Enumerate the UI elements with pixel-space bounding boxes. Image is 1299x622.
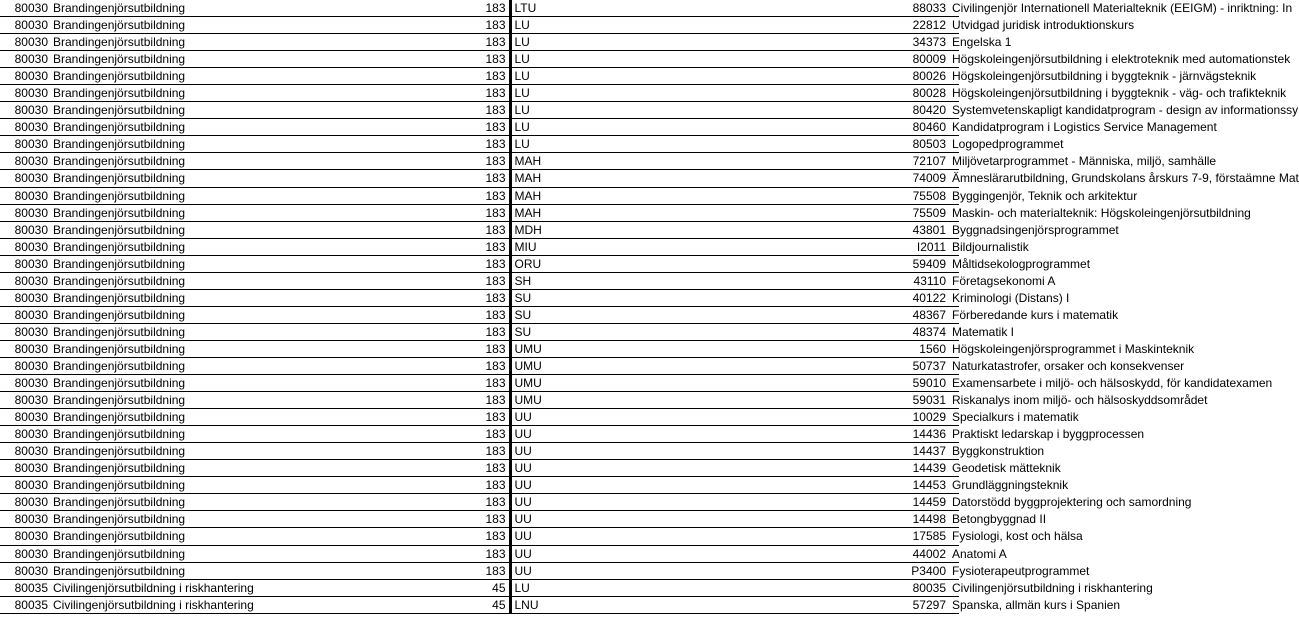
- university-cell: UU: [510, 545, 567, 562]
- course-name-cell: Utvidgad juridisk introduktionskurs: [949, 17, 959, 34]
- program-total-cell: 183: [455, 255, 510, 272]
- university-cell: MIU: [510, 238, 567, 255]
- course-code-cell: 40122: [567, 289, 949, 306]
- table-row: [0, 170, 959, 187]
- course-name-cell: Måltidsekologprogrammet: [949, 255, 959, 272]
- course-code-cell: 14436: [567, 426, 949, 443]
- university-cell: UU: [510, 409, 567, 426]
- course-code-cell: 72107: [567, 153, 949, 170]
- university-cell: SH: [510, 272, 567, 289]
- program-code-cell: 80030: [0, 221, 50, 238]
- program-code-cell: 80030: [0, 119, 50, 136]
- program-name-cell: Brandingenjörsutbildning: [50, 511, 455, 528]
- program-total-cell: 183: [455, 426, 510, 443]
- program-code-cell: 80030: [0, 443, 50, 460]
- program-total-cell: 183: [455, 238, 510, 255]
- program-code-cell: 80030: [0, 204, 50, 221]
- table-row: [0, 204, 959, 221]
- program-total-cell: 183: [455, 102, 510, 119]
- table-row: [0, 187, 959, 204]
- program-code-cell: 80030: [0, 528, 50, 545]
- program-code-cell: 80030: [0, 375, 50, 392]
- course-name-cell: Miljövetarprogrammet - Människa, miljö, samhälle: [949, 153, 959, 170]
- program-total-cell: 183: [455, 306, 510, 323]
- course-name-cell: Fysiologi, kost och hälsa: [949, 528, 959, 545]
- university-cell: UU: [510, 426, 567, 443]
- course-code-cell: 14453: [567, 477, 949, 494]
- table-row: [0, 579, 959, 596]
- course-name-cell: Högskoleingenjörsutbildning i elektroteknik med automationstek: [949, 51, 959, 68]
- course-name-cell: Matematik I: [949, 323, 959, 340]
- university-cell: MAH: [510, 153, 567, 170]
- program-name-cell: Brandingenjörsutbildning: [50, 477, 455, 494]
- program-name-cell: Brandingenjörsutbildning: [50, 255, 455, 272]
- course-code-cell: 75508: [567, 187, 949, 204]
- program-total-cell: 183: [455, 34, 510, 51]
- program-name-cell: Brandingenjörsutbildning: [50, 426, 455, 443]
- program-total-cell: 183: [455, 477, 510, 494]
- program-total-cell: 183: [455, 545, 510, 562]
- course-code-cell: 50737: [567, 357, 949, 374]
- program-code-cell: 80030: [0, 102, 50, 119]
- program-name-cell: Brandingenjörsutbildning: [50, 340, 455, 357]
- program-name-cell: Brandingenjörsutbildning: [50, 460, 455, 477]
- course-code-cell: 80009: [567, 51, 949, 68]
- program-name-cell: Brandingenjörsutbildning: [50, 375, 455, 392]
- program-code-cell: 80030: [0, 323, 50, 340]
- table-row: [0, 34, 959, 51]
- university-cell: UMU: [510, 392, 567, 409]
- table-row: [0, 68, 959, 85]
- course-name-cell: Fysioterapeutprogrammet: [949, 562, 959, 579]
- university-cell: UU: [510, 460, 567, 477]
- program-total-cell: 183: [455, 323, 510, 340]
- program-total-cell: 183: [455, 289, 510, 306]
- course-name-cell: Logopedprogrammet: [949, 136, 959, 153]
- program-name-cell: Civilingenjörsutbildning i riskhantering: [50, 579, 455, 596]
- program-code-cell: 80030: [0, 477, 50, 494]
- course-name-cell: Civilingenjörsutbildning i riskhantering: [949, 579, 959, 596]
- course-code-cell: 59409: [567, 255, 949, 272]
- program-name-cell: Brandingenjörsutbildning: [50, 528, 455, 545]
- program-code-cell: 80030: [0, 306, 50, 323]
- program-code-cell: 80030: [0, 272, 50, 289]
- table-row: [0, 323, 959, 340]
- university-cell: UU: [510, 562, 567, 579]
- university-cell: LU: [510, 136, 567, 153]
- table-row: [0, 153, 959, 170]
- course-name-cell: Engelska 1: [949, 34, 959, 51]
- program-code-cell: 80030: [0, 511, 50, 528]
- program-total-cell: 183: [455, 511, 510, 528]
- program-name-cell: Brandingenjörsutbildning: [50, 136, 455, 153]
- program-name-cell: Brandingenjörsutbildning: [50, 68, 455, 85]
- program-code-cell: 80030: [0, 340, 50, 357]
- course-name-cell: Specialkurs i matematik: [949, 409, 959, 426]
- program-total-cell: 183: [455, 119, 510, 136]
- program-name-cell: Brandingenjörsutbildning: [50, 51, 455, 68]
- table-row: [0, 272, 959, 289]
- university-cell: LU: [510, 17, 567, 34]
- table-row: [0, 255, 959, 272]
- program-name-cell: Brandingenjörsutbildning: [50, 204, 455, 221]
- program-name-cell: Brandingenjörsutbildning: [50, 272, 455, 289]
- course-code-cell: 80026: [567, 68, 949, 85]
- course-code-cell: 80460: [567, 119, 949, 136]
- course-code-cell: 10029: [567, 409, 949, 426]
- program-name-cell: Brandingenjörsutbildning: [50, 357, 455, 374]
- table-row: [0, 119, 959, 136]
- program-total-cell: 183: [455, 204, 510, 221]
- university-cell: SU: [510, 289, 567, 306]
- program-total-cell: 183: [455, 187, 510, 204]
- course-code-cell: I2011: [567, 238, 949, 255]
- course-name-cell: Kriminologi (Distans) I: [949, 289, 959, 306]
- program-code-cell: 80030: [0, 392, 50, 409]
- course-name-cell: Maskin- och materialteknik: Högskoleingenjörsutbildning: [949, 204, 959, 221]
- program-total-cell: 183: [455, 0, 510, 17]
- university-cell: LTU: [510, 0, 567, 17]
- program-code-cell: 80030: [0, 255, 50, 272]
- course-name-cell: Anatomi A: [949, 545, 959, 562]
- program-total-cell: 45: [455, 596, 510, 613]
- program-code-cell: 80030: [0, 289, 50, 306]
- university-cell: LU: [510, 34, 567, 51]
- university-cell: MAH: [510, 204, 567, 221]
- program-name-cell: Brandingenjörsutbildning: [50, 238, 455, 255]
- course-name-cell: Systemvetenskapligt kandidatprogram - design av informationssy: [949, 102, 959, 119]
- course-name-cell: Bildjournalistik: [949, 238, 959, 255]
- table-row: [0, 443, 959, 460]
- program-name-cell: Brandingenjörsutbildning: [50, 119, 455, 136]
- course-name-cell: Datorstödd byggprojektering och samordning: [949, 494, 959, 511]
- table-row: [0, 562, 959, 579]
- table-row: [0, 409, 959, 426]
- table-row: [0, 545, 959, 562]
- table-row: [0, 340, 959, 357]
- university-cell: MAH: [510, 170, 567, 187]
- course-code-cell: 17585: [567, 528, 949, 545]
- program-name-cell: Brandingenjörsutbildning: [50, 323, 455, 340]
- program-total-cell: 183: [455, 392, 510, 409]
- course-code-cell: 59010: [567, 375, 949, 392]
- course-name-cell: Betongbyggnad II: [949, 511, 959, 528]
- course-name-cell: Praktiskt ledarskap i byggprocessen: [949, 426, 959, 443]
- program-name-cell: Brandingenjörsutbildning: [50, 289, 455, 306]
- course-code-cell: 14439: [567, 460, 949, 477]
- university-cell: UMU: [510, 340, 567, 357]
- course-code-cell: 48374: [567, 323, 949, 340]
- table-row: [0, 511, 959, 528]
- table-row: [0, 0, 959, 17]
- table-row: [0, 596, 959, 613]
- program-code-cell: 80030: [0, 170, 50, 187]
- table-row: [0, 357, 959, 374]
- course-code-cell: 80028: [567, 85, 949, 102]
- university-cell: LU: [510, 102, 567, 119]
- program-total-cell: 183: [455, 85, 510, 102]
- university-cell: UU: [510, 528, 567, 545]
- program-name-cell: Brandingenjörsutbildning: [50, 153, 455, 170]
- course-code-cell: 80503: [567, 136, 949, 153]
- program-name-cell: Brandingenjörsutbildning: [50, 545, 455, 562]
- university-cell: SU: [510, 306, 567, 323]
- program-code-cell: 80035: [0, 596, 50, 613]
- course-name-cell: Förberedande kurs i matematik: [949, 306, 959, 323]
- university-cell: LNU: [510, 596, 567, 613]
- table-row: [0, 306, 959, 323]
- program-total-cell: 183: [455, 494, 510, 511]
- university-cell: ORU: [510, 255, 567, 272]
- university-cell: LU: [510, 579, 567, 596]
- course-code-cell: 80035: [567, 579, 949, 596]
- program-name-cell: Brandingenjörsutbildning: [50, 392, 455, 409]
- university-cell: LU: [510, 68, 567, 85]
- program-name-cell: Brandingenjörsutbildning: [50, 221, 455, 238]
- program-code-cell: 80030: [0, 51, 50, 68]
- course-name-cell: Geodetisk mätteknik: [949, 460, 959, 477]
- university-cell: UMU: [510, 357, 567, 374]
- course-name-cell: Byggnadsingenjörsprogrammet: [949, 221, 959, 238]
- program-total-cell: 183: [455, 340, 510, 357]
- course-name-cell: Naturkatastrofer, orsaker och konsekvenser: [949, 357, 959, 374]
- course-name-cell: Civilingenjör Internationell Materialteknik (EEIGM) - inriktning: In: [949, 0, 959, 17]
- program-name-cell: Brandingenjörsutbildning: [50, 409, 455, 426]
- program-total-cell: 183: [455, 136, 510, 153]
- course-name-cell: Byggingenjör, Teknik och arkitektur: [949, 187, 959, 204]
- table-row: [0, 477, 959, 494]
- program-code-cell: 80030: [0, 409, 50, 426]
- table-row: [0, 494, 959, 511]
- course-name-cell: Kandidatprogram i Logistics Service Management: [949, 119, 959, 136]
- program-code-cell: 80030: [0, 426, 50, 443]
- program-name-cell: Civilingenjörsutbildning i riskhantering: [50, 596, 455, 613]
- program-total-cell: 183: [455, 51, 510, 68]
- university-cell: LU: [510, 119, 567, 136]
- course-code-cell: 88033: [567, 0, 949, 17]
- program-total-cell: 183: [455, 409, 510, 426]
- program-code-cell: 80035: [0, 579, 50, 596]
- program-code-cell: 80030: [0, 494, 50, 511]
- program-code-cell: 80030: [0, 0, 50, 17]
- program-code-cell: 80030: [0, 357, 50, 374]
- course-code-cell: 43801: [567, 221, 949, 238]
- program-total-cell: 45: [455, 579, 510, 596]
- program-total-cell: 183: [455, 17, 510, 34]
- course-name-cell: Examensarbete i miljö- och hälsoskydd, för kandidatexamen: [949, 375, 959, 392]
- university-cell: LU: [510, 51, 567, 68]
- program-code-cell: 80030: [0, 460, 50, 477]
- program-code-cell: 80030: [0, 85, 50, 102]
- course-name-cell: Ämneslärarutbildning, Grundskolans årskurs 7-9, förstaämne Mat: [949, 170, 959, 187]
- program-code-cell: 80030: [0, 187, 50, 204]
- university-cell: MDH: [510, 221, 567, 238]
- program-name-cell: Brandingenjörsutbildning: [50, 494, 455, 511]
- program-code-cell: 80030: [0, 34, 50, 51]
- course-code-cell: 14437: [567, 443, 949, 460]
- university-cell: UU: [510, 494, 567, 511]
- university-cell: UU: [510, 443, 567, 460]
- program-name-cell: Brandingenjörsutbildning: [50, 562, 455, 579]
- course-name-cell: Byggkonstruktion: [949, 443, 959, 460]
- program-name-cell: Brandingenjörsutbildning: [50, 17, 455, 34]
- course-code-cell: 80420: [567, 102, 949, 119]
- course-name-cell: Högskoleingenjörsutbildning i byggteknik - järnvägsteknik: [949, 68, 959, 85]
- program-total-cell: 183: [455, 153, 510, 170]
- program-total-cell: 183: [455, 357, 510, 374]
- program-total-cell: 183: [455, 375, 510, 392]
- program-total-cell: 183: [455, 562, 510, 579]
- program-total-cell: 183: [455, 68, 510, 85]
- table-row: [0, 460, 959, 477]
- course-code-cell: 44002: [567, 545, 949, 562]
- table-row: [0, 102, 959, 119]
- course-code-cell: 22812: [567, 17, 949, 34]
- table-row: [0, 85, 959, 102]
- course-code-cell: 1560: [567, 340, 949, 357]
- program-name-cell: Brandingenjörsutbildning: [50, 34, 455, 51]
- program-total-cell: 183: [455, 272, 510, 289]
- program-name-cell: Brandingenjörsutbildning: [50, 102, 455, 119]
- course-code-cell: 59031: [567, 392, 949, 409]
- course-name-cell: Riskanalys inom miljö- och hälsoskyddsområdet: [949, 392, 959, 409]
- course-name-cell: Spanska, allmän kurs i Spanien: [949, 596, 959, 613]
- course-code-cell: 34373: [567, 34, 949, 51]
- table-row: [0, 221, 959, 238]
- university-cell: UU: [510, 477, 567, 494]
- program-code-cell: 80030: [0, 562, 50, 579]
- program-code-cell: 80030: [0, 17, 50, 34]
- program-code-cell: 80030: [0, 68, 50, 85]
- table-row: [0, 136, 959, 153]
- program-name-cell: Brandingenjörsutbildning: [50, 443, 455, 460]
- university-cell: UMU: [510, 375, 567, 392]
- table-row: [0, 238, 959, 255]
- program-name-cell: Brandingenjörsutbildning: [50, 0, 455, 17]
- program-name-cell: Brandingenjörsutbildning: [50, 170, 455, 187]
- program-code-cell: 80030: [0, 136, 50, 153]
- program-total-cell: 183: [455, 443, 510, 460]
- course-code-cell: 43110: [567, 272, 949, 289]
- course-name-cell: Högskoleingenjörsutbildning i byggteknik - väg- och trafikteknik: [949, 85, 959, 102]
- table-row: [0, 375, 959, 392]
- course-name-cell: Högskoleingenjörsprogrammet i Maskinteknik: [949, 340, 959, 357]
- program-total-cell: 183: [455, 460, 510, 477]
- program-total-cell: 183: [455, 170, 510, 187]
- course-name-cell: Företagsekonomi A: [949, 272, 959, 289]
- table-row: [0, 51, 959, 68]
- table-row: [0, 426, 959, 443]
- program-name-cell: Brandingenjörsutbildning: [50, 306, 455, 323]
- program-total-cell: 183: [455, 221, 510, 238]
- course-code-cell: P3400: [567, 562, 949, 579]
- course-code-cell: 57297: [567, 596, 949, 613]
- course-code-cell: 14459: [567, 494, 949, 511]
- course-code-cell: 74009: [567, 170, 949, 187]
- course-code-cell: 75509: [567, 204, 949, 221]
- university-cell: UU: [510, 511, 567, 528]
- program-code-cell: 80030: [0, 238, 50, 255]
- table-row: [0, 17, 959, 34]
- university-cell: SU: [510, 323, 567, 340]
- university-cell: LU: [510, 85, 567, 102]
- course-code-cell: 14498: [567, 511, 949, 528]
- table-row: [0, 528, 959, 545]
- program-name-cell: Brandingenjörsutbildning: [50, 85, 455, 102]
- course-code-cell: 48367: [567, 306, 949, 323]
- program-name-cell: Brandingenjörsutbildning: [50, 187, 455, 204]
- university-cell: MAH: [510, 187, 567, 204]
- program-code-cell: 80030: [0, 545, 50, 562]
- course-name-cell: Grundläggningsteknik: [949, 477, 959, 494]
- table-row: [0, 392, 959, 409]
- program-code-cell: 80030: [0, 153, 50, 170]
- program-total-cell: 183: [455, 528, 510, 545]
- table-row: [0, 289, 959, 306]
